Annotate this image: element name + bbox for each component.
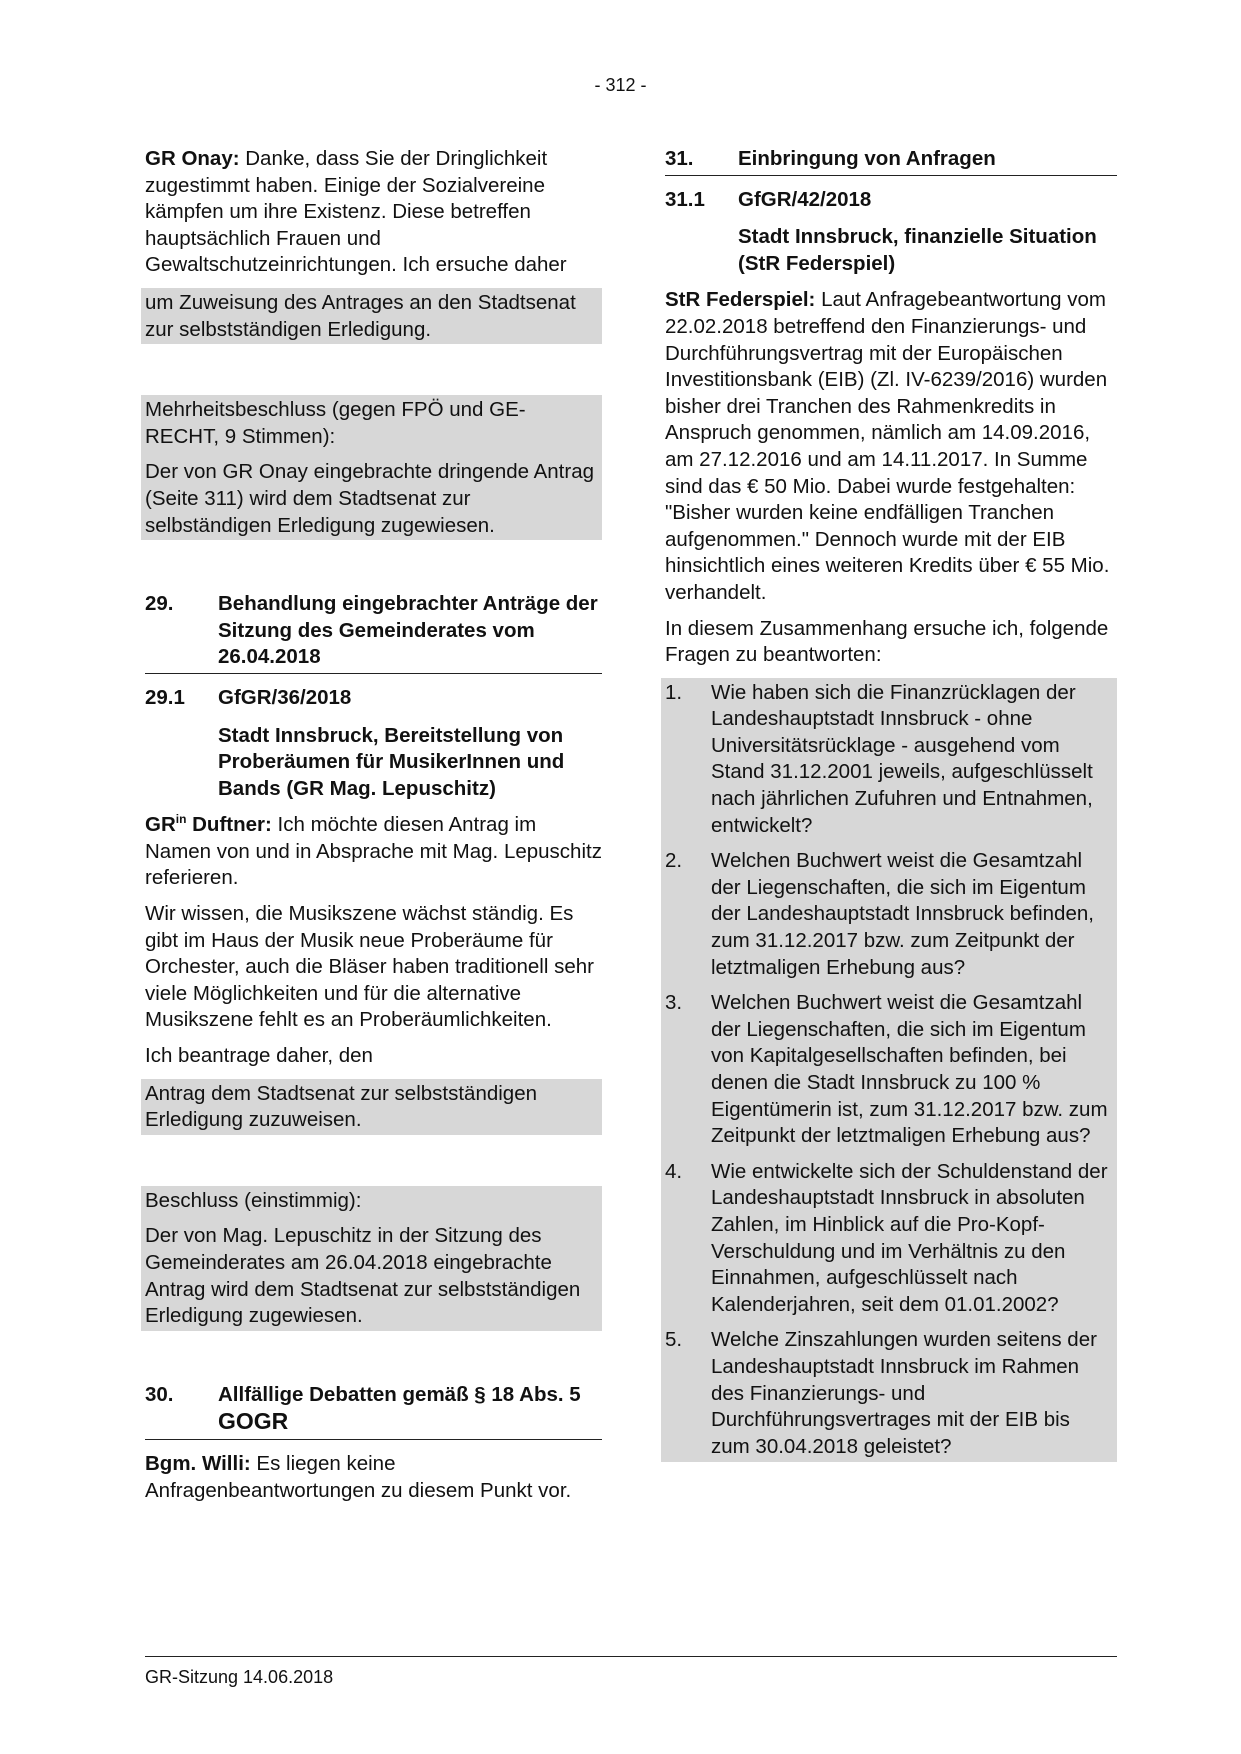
right-column — [665, 146, 1117, 1462]
section-30-title: Allfällige Debatten gemäß § 18 Abs. 5 — [218, 1382, 581, 1406]
section-31-heading — [665, 146, 1117, 176]
question-text: Welchen Buchwert weist die Gesamtzahl der Liegenschaften, die sich im Eigentum von Kapitalgesellschaften befinden, bei denen die Stadt Innsbruck zu 100 % Eigentümerin ist, zum 31.12.2017 bzw. zum Zeitpunkt der letztmaligen Erhebung aus? — [711, 991, 1108, 1148]
resolution-box-lepuschitz — [141, 1186, 602, 1331]
section-30-gogr: GOGR — [218, 1408, 289, 1435]
question-text: Welchen Buchwert weist die Gesamtzahl der Liegenschaften, die sich im Eigentum der Landeshauptstadt Innsbruck befinden, zum 31.12.2017 bzw. zum Zeitpunkt der letztmaligen Erhebung aus? — [711, 849, 1094, 979]
willi-statement — [145, 1451, 602, 1504]
federspiel-statement — [665, 287, 1117, 606]
willi-text: Es liegen keine Anfragenbeantwortungen zu diesem Punkt vor. — [145, 1451, 572, 1502]
section-31-number: 31. — [665, 147, 694, 170]
subsection-31-1-title: GfGR/42/2018 — [738, 187, 872, 211]
footer-text: GR-Sitzung 14.06.2018 — [145, 1667, 334, 1687]
onay-request-text: um Zuweisung des Antrages an den Stadtsenat zur selbstständigen Erledigung. — [145, 290, 576, 341]
subsection-29-1-title: GfGR/36/2018 — [218, 685, 352, 709]
request-box-text: Antrag dem Stadtsenat zur selbstständigen Erledigung zuzuweisen. — [145, 1081, 538, 1132]
section-31-title: Einbringung von Anfragen — [738, 147, 996, 170]
music-paragraph: Wir wissen, die Musikszene wächst ständig. Es gibt im Haus der Musik neue Proberäume für Orchester, auch die Bläser haben traditionell sehr viele Möglichkeiten und für die alternative Musikszene fehlt es an Proberäumlichkeiten. — [145, 902, 594, 1032]
question-number: 5. — [665, 1328, 683, 1352]
subsection-31-1-number: 31.1 — [665, 187, 705, 211]
question-item — [665, 1159, 1113, 1319]
question-item — [665, 848, 1113, 981]
majority-vote-text: Der von GR Onay eingebrachte dringende Antrag (Seite 311) wird dem Stadtsenat zur selbständigen Erledigung zugewiesen. — [145, 460, 594, 537]
question-text: Wie haben sich die Finanzrücklagen der Landeshauptstadt Innsbruck - ohne Universitätsrücklage - ausgehend vom Stand 31.12.2001 jeweils, aufgeschlüsselt nach jährlichen Zufuhren und Entnahmen, entwickelt? — [711, 680, 1093, 837]
section-30-number: 30. — [145, 1382, 174, 1406]
resolution-box-onay — [141, 395, 602, 540]
duftner-text: Ich möchte diesen Antrag im Namen von und in Absprache mit Mag. Lepuschitz referieren. — [145, 813, 602, 890]
questions-list — [661, 678, 1117, 1463]
section-29-number: 29. — [145, 592, 174, 616]
unanimous-vote-text: Der von Mag. Lepuschitz in der Sitzung des Gemeinderates am 26.04.2018 eingebrachte Antrag wird dem Stadtsenat zur selbstständigen Erledigung zugewiesen. — [145, 1224, 581, 1328]
section-29-heading — [145, 591, 602, 674]
footer-rule — [145, 1656, 1117, 1657]
subsection-31-1-heading — [665, 187, 1117, 214]
subsection-29-1-subject: Stadt Innsbruck, Bereitstellung von Proberäumen für MusikerInnen und Bands (GR Mag. Lepuschitz) — [218, 723, 565, 800]
unanimous-vote-label: Beschluss (einstimmig): — [145, 1188, 362, 1212]
question-number: 2. — [665, 849, 683, 873]
majority-vote-label: Mehrheitsbeschluss (gegen FPÖ und GE-RECHT, 9 Stimmen): — [145, 398, 526, 448]
question-text: Wie entwickelte sich der Schuldenstand der Landeshauptstadt Innsbruck in absoluten Zahlen, im Hinblick auf die Pro-Kopf-Verschuldung und im Verhältnis zu den Einnahmen, aufgeschlüsselt nach Kalenderjahren, seit dem 01.01.2002? — [711, 1159, 1108, 1316]
onay-statement — [145, 146, 602, 279]
question-item — [665, 990, 1113, 1150]
subsection-31-1-subject: Stadt Innsbruck, finanzielle Situation (StR Federspiel) — [738, 225, 1097, 275]
section-30-heading — [145, 1382, 602, 1440]
subsection-29-1-number: 29.1 — [145, 685, 185, 709]
left-column — [145, 146, 602, 1513]
page-number: - 312 - — [594, 75, 647, 95]
section-29-title: Behandlung eingebrachter Anträge der Sitzung des Gemeinderates vom 26.04.2018 — [218, 592, 598, 669]
question-number: 3. — [665, 991, 683, 1015]
duftner-statement — [145, 812, 602, 892]
request-paragraph: Ich beantrage daher, den — [145, 1044, 373, 1068]
question-number: 1. — [665, 680, 683, 704]
onay-text: Danke, dass Sie der Dringlichkeit zugestimmt haben. Einige der Sozialvereine kämpfen um ihre Existenz. Diese betreffen hauptsächlich Frauen und Gewaltschutzeinrichtungen. Ich ersuche daher — [145, 147, 567, 277]
speaker-willi: Bgm. Willi: — [145, 1451, 251, 1475]
context-paragraph: In diesem Zusammenhang ersuche ich, folgende Fragen zu beantworten: — [665, 616, 1109, 667]
speaker-federspiel: StR Federspiel: — [665, 288, 816, 312]
request-box — [141, 1079, 602, 1135]
question-text: Welche Zinszahlungen wurden seitens der Landeshauptstadt Innsbruck im Rahmen des Finanzierungs- und Durchführungsvertrages mit der EIB bis zum 30.04.2018 geleistet? — [711, 1328, 1097, 1458]
question-item — [665, 680, 1113, 840]
question-item — [665, 1327, 1113, 1460]
federspiel-text: Laut Anfragebeantwortung vom 22.02.2018 betreffend den Finanzierungs- und Durchführungsvertrag mit der Europäischen Investitionsbank (EIB) (Zl. IV-6239/2016) wurden bisher drei Tranchen des Rahmenkredits in Anspruch genommen, nämlich am 14.09.2016, am 27.12.2016 und am 14.11.2017. In Summe sind das € 50 Mio. Dabei wurde festgehalten: "Bisher wurden keine endfälligen Tranchen aufgenommen." Dennoch wurde mit der EIB hinsichtlich eines weiteren Kredits über € 55 Mio. verhandelt. — [665, 288, 1110, 604]
speaker-duftner: $GR^{in}$ Duftner: — [145, 812, 272, 837]
onay-request-box — [141, 288, 602, 344]
question-number: 4. — [665, 1159, 683, 1183]
subsection-29-1-heading — [145, 685, 602, 712]
speaker-onay: GR Onay: — [145, 147, 240, 170]
